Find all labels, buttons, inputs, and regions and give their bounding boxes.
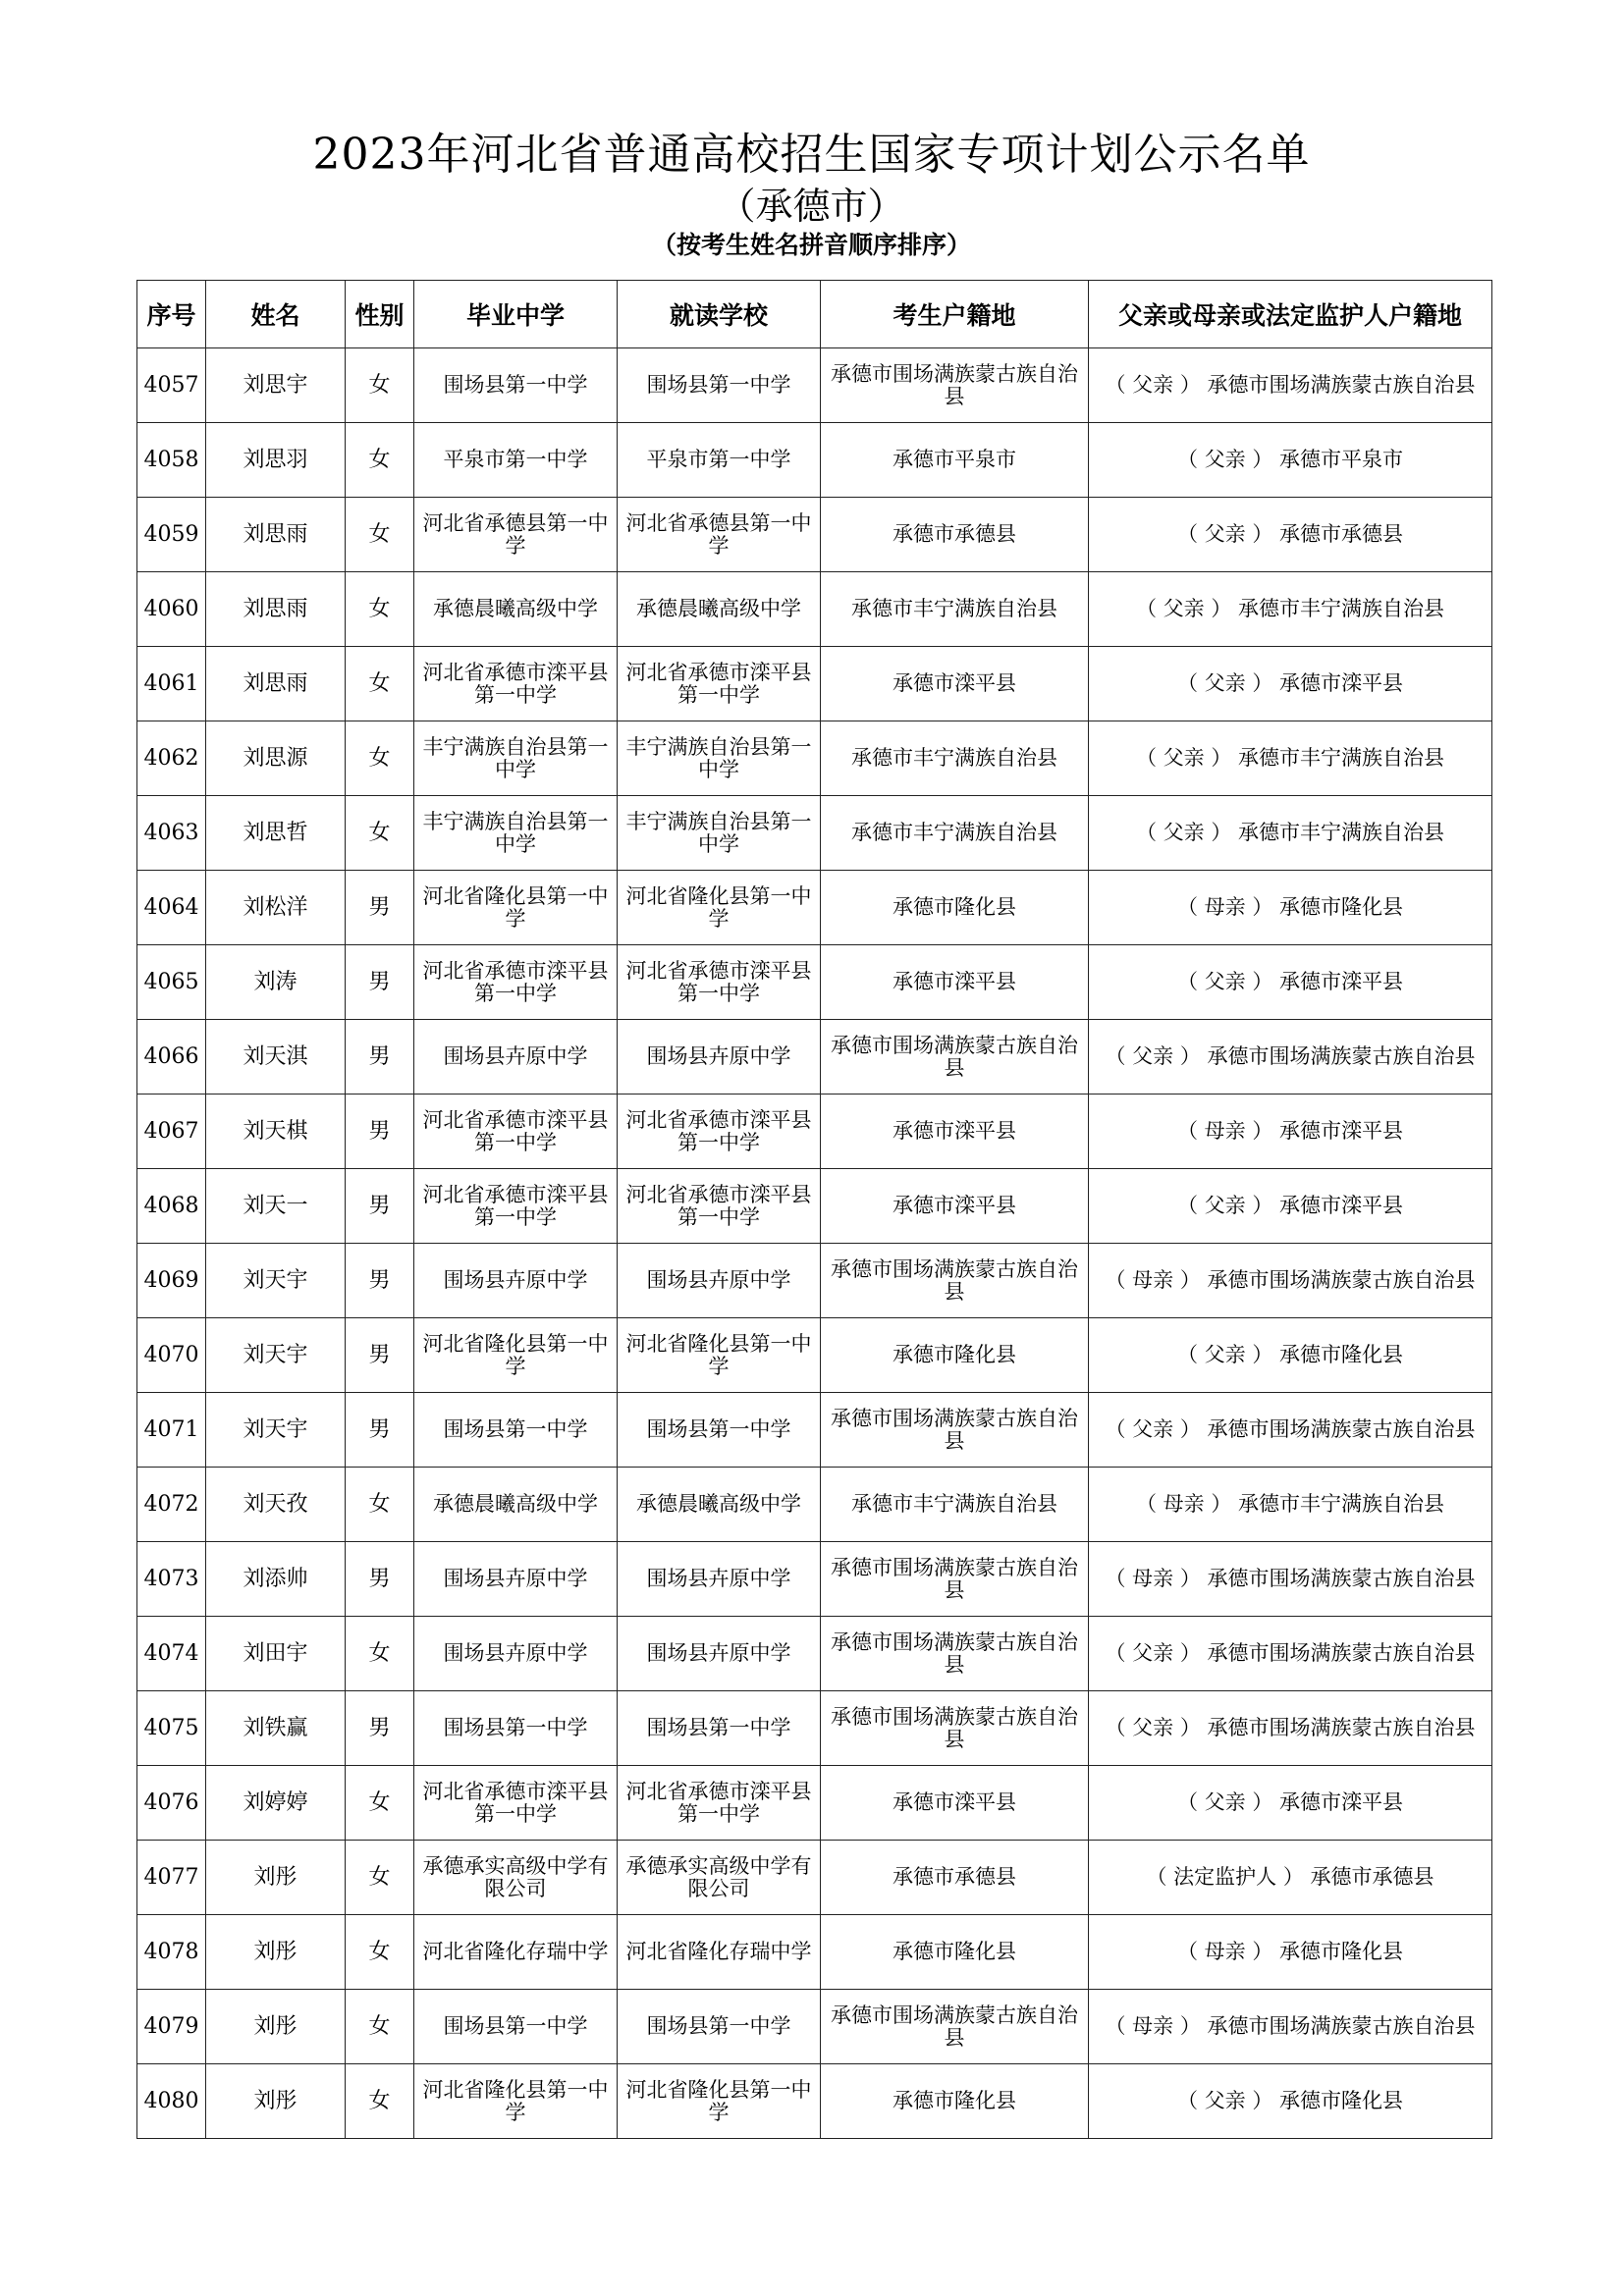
current-school: 丰宁满族自治县第一中学 bbox=[618, 721, 821, 796]
header-gender: 性别 bbox=[346, 281, 414, 348]
guardian-residence: （ 父亲 ） 承德市隆化县 bbox=[1089, 1318, 1492, 1393]
current-school: 围场县卉原中学 bbox=[618, 1617, 821, 1691]
guardian-residence: （ 父亲 ） 承德市滦平县 bbox=[1089, 1766, 1492, 1841]
row-index: 4057 bbox=[137, 348, 206, 423]
candidate-table bbox=[136, 280, 1492, 2139]
guardian-residence: （ 母亲 ） 承德市滦平县 bbox=[1089, 1095, 1492, 1169]
graduated-school: 围场县第一中学 bbox=[414, 1691, 618, 1766]
table-row bbox=[137, 498, 1492, 572]
candidate-residence: 承德市围场满族蒙古族自治县 bbox=[821, 1990, 1089, 2064]
gender: 男 bbox=[346, 945, 414, 1020]
candidate-residence: 承德市丰宁满族自治县 bbox=[821, 796, 1089, 871]
current-school: 河北省承德市滦平县第一中学 bbox=[618, 945, 821, 1020]
candidate-residence: 承德市围场满族蒙古族自治县 bbox=[821, 1020, 1089, 1095]
table-row bbox=[137, 2064, 1492, 2139]
candidate-residence: 承德市围场满族蒙古族自治县 bbox=[821, 348, 1089, 423]
guardian-residence: （ 父亲 ） 承德市滦平县 bbox=[1089, 647, 1492, 721]
guardian-residence: （ 父亲 ） 承德市围场满族蒙古族自治县 bbox=[1089, 1393, 1492, 1468]
row-index: 4065 bbox=[137, 945, 206, 1020]
guardian-residence: （ 父亲 ） 承德市丰宁满族自治县 bbox=[1089, 721, 1492, 796]
gender: 男 bbox=[346, 1393, 414, 1468]
guardian-residence: （ 母亲 ） 承德市隆化县 bbox=[1089, 871, 1492, 945]
candidate-residence: 承德市隆化县 bbox=[821, 2064, 1089, 2139]
row-index: 4061 bbox=[137, 647, 206, 721]
student-name: 刘天宇 bbox=[206, 1318, 346, 1393]
table-row bbox=[137, 1766, 1492, 1841]
current-school: 河北省承德市滦平县第一中学 bbox=[618, 1095, 821, 1169]
table-row bbox=[137, 1691, 1492, 1766]
guardian-residence: （ 父亲 ） 承德市围场满族蒙古族自治县 bbox=[1089, 348, 1492, 423]
row-index: 4063 bbox=[137, 796, 206, 871]
current-school: 围场县第一中学 bbox=[618, 1393, 821, 1468]
guardian-residence: （ 父亲 ） 承德市围场满族蒙古族自治县 bbox=[1089, 1617, 1492, 1691]
student-name: 刘思宇 bbox=[206, 348, 346, 423]
table-row bbox=[137, 1990, 1492, 2064]
guardian-residence: （ 父亲 ） 承德市隆化县 bbox=[1089, 2064, 1492, 2139]
graduated-school: 承德晨曦高级中学 bbox=[414, 1468, 618, 1542]
graduated-school: 河北省承德市滦平县第一中学 bbox=[414, 1766, 618, 1841]
guardian-residence: （ 父亲 ） 承德市丰宁满族自治县 bbox=[1089, 572, 1492, 647]
graduated-school: 丰宁满族自治县第一中学 bbox=[414, 721, 618, 796]
student-name: 刘天宇 bbox=[206, 1393, 346, 1468]
row-index: 4058 bbox=[137, 423, 206, 498]
student-name: 刘涛 bbox=[206, 945, 346, 1020]
row-index: 4066 bbox=[137, 1020, 206, 1095]
gender: 女 bbox=[346, 498, 414, 572]
row-index: 4068 bbox=[137, 1169, 206, 1244]
table-row bbox=[137, 348, 1492, 423]
graduated-school: 围场县第一中学 bbox=[414, 1393, 618, 1468]
gender: 女 bbox=[346, 572, 414, 647]
row-index: 4067 bbox=[137, 1095, 206, 1169]
student-name: 刘彤 bbox=[206, 1915, 346, 1990]
student-name: 刘思雨 bbox=[206, 572, 346, 647]
current-school: 丰宁满族自治县第一中学 bbox=[618, 796, 821, 871]
row-index: 4064 bbox=[137, 871, 206, 945]
table-row bbox=[137, 1617, 1492, 1691]
current-school: 围场县卉原中学 bbox=[618, 1542, 821, 1617]
table-header bbox=[137, 281, 1492, 348]
table-row bbox=[137, 721, 1492, 796]
table-row bbox=[137, 647, 1492, 721]
candidate-residence: 承德市丰宁满族自治县 bbox=[821, 572, 1089, 647]
row-index: 4079 bbox=[137, 1990, 206, 2064]
row-index: 4062 bbox=[137, 721, 206, 796]
current-school: 承德晨曦高级中学 bbox=[618, 572, 821, 647]
row-index: 4069 bbox=[137, 1244, 206, 1318]
gender: 女 bbox=[346, 1915, 414, 1990]
current-school: 围场县第一中学 bbox=[618, 1990, 821, 2064]
guardian-residence: （ 父亲 ） 承德市围场满族蒙古族自治县 bbox=[1089, 1020, 1492, 1095]
row-index: 4073 bbox=[137, 1542, 206, 1617]
table-row bbox=[137, 572, 1492, 647]
graduated-school: 围场县第一中学 bbox=[414, 1990, 618, 2064]
student-name: 刘思雨 bbox=[206, 647, 346, 721]
guardian-residence: （ 父亲 ） 承德市承德县 bbox=[1089, 498, 1492, 572]
current-school: 河北省隆化县第一中学 bbox=[618, 871, 821, 945]
student-name: 刘婷婷 bbox=[206, 1766, 346, 1841]
candidate-residence: 承德市围场满族蒙古族自治县 bbox=[821, 1691, 1089, 1766]
table-row bbox=[137, 1169, 1492, 1244]
student-name: 刘彤 bbox=[206, 1841, 346, 1915]
gender: 男 bbox=[346, 1691, 414, 1766]
current-school: 围场县第一中学 bbox=[618, 1691, 821, 1766]
student-name: 刘添帅 bbox=[206, 1542, 346, 1617]
header-index: 序号 bbox=[137, 281, 206, 348]
graduated-school: 河北省承德县第一中学 bbox=[414, 498, 618, 572]
row-index: 4059 bbox=[137, 498, 206, 572]
guardian-residence: （ 母亲 ） 承德市围场满族蒙古族自治县 bbox=[1089, 1990, 1492, 2064]
gender: 男 bbox=[346, 1542, 414, 1617]
graduated-school: 围场县卉原中学 bbox=[414, 1617, 618, 1691]
current-school: 承德晨曦高级中学 bbox=[618, 1468, 821, 1542]
current-school: 河北省承德县第一中学 bbox=[618, 498, 821, 572]
current-school: 围场县卉原中学 bbox=[618, 1020, 821, 1095]
student-name: 刘田宇 bbox=[206, 1617, 346, 1691]
graduated-school: 河北省承德市滦平县第一中学 bbox=[414, 1095, 618, 1169]
student-name: 刘天淇 bbox=[206, 1020, 346, 1095]
current-school: 承德承实高级中学有限公司 bbox=[618, 1841, 821, 1915]
row-index: 4060 bbox=[137, 572, 206, 647]
guardian-residence: （ 父亲 ） 承德市滦平县 bbox=[1089, 945, 1492, 1020]
current-school: 河北省承德市滦平县第一中学 bbox=[618, 647, 821, 721]
graduated-school: 河北省隆化县第一中学 bbox=[414, 2064, 618, 2139]
graduated-school: 河北省隆化存瑞中学 bbox=[414, 1915, 618, 1990]
header-row bbox=[137, 281, 1492, 348]
gender: 女 bbox=[346, 721, 414, 796]
page-title: 2023年河北省普通高校招生国家专项计划公示名单 bbox=[312, 130, 1311, 180]
graduated-school: 围场县第一中学 bbox=[414, 348, 618, 423]
gender: 男 bbox=[346, 1169, 414, 1244]
gender: 女 bbox=[346, 1990, 414, 2064]
candidate-residence: 承德市滦平县 bbox=[821, 647, 1089, 721]
header-graduated-school: 毕业中学 bbox=[414, 281, 618, 348]
student-name: 刘思羽 bbox=[206, 423, 346, 498]
gender: 男 bbox=[346, 1318, 414, 1393]
row-index: 4072 bbox=[137, 1468, 206, 1542]
row-index: 4076 bbox=[137, 1766, 206, 1841]
candidate-residence: 承德市平泉市 bbox=[821, 423, 1089, 498]
graduated-school: 平泉市第一中学 bbox=[414, 423, 618, 498]
candidate-residence: 承德市承德县 bbox=[821, 498, 1089, 572]
table-row bbox=[137, 1542, 1492, 1617]
candidate-residence: 承德市隆化县 bbox=[821, 871, 1089, 945]
guardian-residence: （ 母亲 ） 承德市丰宁满族自治县 bbox=[1089, 1468, 1492, 1542]
guardian-residence: （ 母亲 ） 承德市围场满族蒙古族自治县 bbox=[1089, 1542, 1492, 1617]
row-index: 4077 bbox=[137, 1841, 206, 1915]
current-school: 河北省隆化县第一中学 bbox=[618, 2064, 821, 2139]
candidate-residence: 承德市隆化县 bbox=[821, 1915, 1089, 1990]
graduated-school: 河北省承德市滦平县第一中学 bbox=[414, 945, 618, 1020]
student-name: 刘天一 bbox=[206, 1169, 346, 1244]
table-row bbox=[137, 1244, 1492, 1318]
student-name: 刘天棋 bbox=[206, 1095, 346, 1169]
candidate-residence: 承德市滦平县 bbox=[821, 1095, 1089, 1169]
guardian-residence: （ 父亲 ） 承德市滦平县 bbox=[1089, 1169, 1492, 1244]
row-index: 4078 bbox=[137, 1915, 206, 1990]
table-row bbox=[137, 871, 1492, 945]
header-current-school: 就读学校 bbox=[618, 281, 821, 348]
gender: 男 bbox=[346, 1244, 414, 1318]
student-name: 刘思哲 bbox=[206, 796, 346, 871]
current-school: 河北省隆化存瑞中学 bbox=[618, 1915, 821, 1990]
graduated-school: 丰宁满族自治县第一中学 bbox=[414, 796, 618, 871]
row-index: 4075 bbox=[137, 1691, 206, 1766]
table-row bbox=[137, 1841, 1492, 1915]
current-school: 河北省承德市滦平县第一中学 bbox=[618, 1169, 821, 1244]
gender: 女 bbox=[346, 1841, 414, 1915]
candidate-residence: 承德市围场满族蒙古族自治县 bbox=[821, 1542, 1089, 1617]
row-index: 4080 bbox=[137, 2064, 206, 2139]
graduated-school: 承德承实高级中学有限公司 bbox=[414, 1841, 618, 1915]
guardian-residence: （ 法定监护人 ） 承德市承德县 bbox=[1089, 1841, 1492, 1915]
student-name: 刘思源 bbox=[206, 721, 346, 796]
row-index: 4071 bbox=[137, 1393, 206, 1468]
graduated-school: 围场县卉原中学 bbox=[414, 1542, 618, 1617]
guardian-residence: （ 父亲 ） 承德市丰宁满族自治县 bbox=[1089, 796, 1492, 871]
table-row bbox=[137, 1095, 1492, 1169]
candidate-residence: 承德市滦平县 bbox=[821, 1766, 1089, 1841]
candidate-residence: 承德市丰宁满族自治县 bbox=[821, 721, 1089, 796]
page-subtitle: （承德市） bbox=[718, 185, 905, 228]
graduated-school: 河北省隆化县第一中学 bbox=[414, 871, 618, 945]
gender: 男 bbox=[346, 1020, 414, 1095]
candidate-residence: 承德市承德县 bbox=[821, 1841, 1089, 1915]
current-school: 围场县第一中学 bbox=[618, 348, 821, 423]
header-candidate-residence: 考生户籍地 bbox=[821, 281, 1089, 348]
graduated-school: 围场县卉原中学 bbox=[414, 1244, 618, 1318]
header-guardian-residence: 父亲或母亲或法定监护人户籍地 bbox=[1089, 281, 1492, 348]
student-name: 刘彤 bbox=[206, 1990, 346, 2064]
guardian-residence: （ 父亲 ） 承德市平泉市 bbox=[1089, 423, 1492, 498]
table-row bbox=[137, 1468, 1492, 1542]
header-name: 姓名 bbox=[206, 281, 346, 348]
gender: 女 bbox=[346, 1617, 414, 1691]
gender: 男 bbox=[346, 871, 414, 945]
table-row bbox=[137, 1318, 1492, 1393]
gender: 女 bbox=[346, 1468, 414, 1542]
table-row bbox=[137, 796, 1492, 871]
current-school: 河北省隆化县第一中学 bbox=[618, 1318, 821, 1393]
student-name: 刘松洋 bbox=[206, 871, 346, 945]
candidate-residence: 承德市围场满族蒙古族自治县 bbox=[821, 1244, 1089, 1318]
table-row bbox=[137, 1915, 1492, 1990]
guardian-residence: （ 父亲 ） 承德市围场满族蒙古族自治县 bbox=[1089, 1691, 1492, 1766]
gender: 男 bbox=[346, 1095, 414, 1169]
candidate-residence: 承德市滦平县 bbox=[821, 1169, 1089, 1244]
gender: 女 bbox=[346, 423, 414, 498]
table-row bbox=[137, 945, 1492, 1020]
student-name: 刘彤 bbox=[206, 2064, 346, 2139]
graduated-school: 河北省承德市滦平县第一中学 bbox=[414, 647, 618, 721]
candidate-residence: 承德市滦平县 bbox=[821, 945, 1089, 1020]
graduated-school: 围场县卉原中学 bbox=[414, 1020, 618, 1095]
candidate-residence: 承德市围场满族蒙古族自治县 bbox=[821, 1393, 1089, 1468]
student-name: 刘思雨 bbox=[206, 498, 346, 572]
table-row bbox=[137, 1393, 1492, 1468]
guardian-residence: （ 母亲 ） 承德市隆化县 bbox=[1089, 1915, 1492, 1990]
gender: 女 bbox=[346, 348, 414, 423]
gender: 女 bbox=[346, 1766, 414, 1841]
candidate-residence: 承德市隆化县 bbox=[821, 1318, 1089, 1393]
guardian-residence: （ 母亲 ） 承德市围场满族蒙古族自治县 bbox=[1089, 1244, 1492, 1318]
table-row bbox=[137, 1020, 1492, 1095]
row-index: 4074 bbox=[137, 1617, 206, 1691]
graduated-school: 河北省隆化县第一中学 bbox=[414, 1318, 618, 1393]
current-school: 平泉市第一中学 bbox=[618, 423, 821, 498]
current-school: 河北省承德市滦平县第一中学 bbox=[618, 1766, 821, 1841]
gender: 女 bbox=[346, 796, 414, 871]
student-name: 刘铁赢 bbox=[206, 1691, 346, 1766]
table-body bbox=[137, 348, 1492, 2139]
candidate-residence: 承德市丰宁满族自治县 bbox=[821, 1468, 1089, 1542]
student-name: 刘天孜 bbox=[206, 1468, 346, 1542]
sort-note: （按考生姓名拼音顺序排序） bbox=[651, 231, 971, 259]
graduated-school: 承德晨曦高级中学 bbox=[414, 572, 618, 647]
gender: 女 bbox=[346, 2064, 414, 2139]
row-index: 4070 bbox=[137, 1318, 206, 1393]
candidate-residence: 承德市围场满族蒙古族自治县 bbox=[821, 1617, 1089, 1691]
current-school: 围场县卉原中学 bbox=[618, 1244, 821, 1318]
student-name: 刘天宇 bbox=[206, 1244, 346, 1318]
gender: 女 bbox=[346, 647, 414, 721]
graduated-school: 河北省承德市滦平县第一中学 bbox=[414, 1169, 618, 1244]
table-row bbox=[137, 423, 1492, 498]
